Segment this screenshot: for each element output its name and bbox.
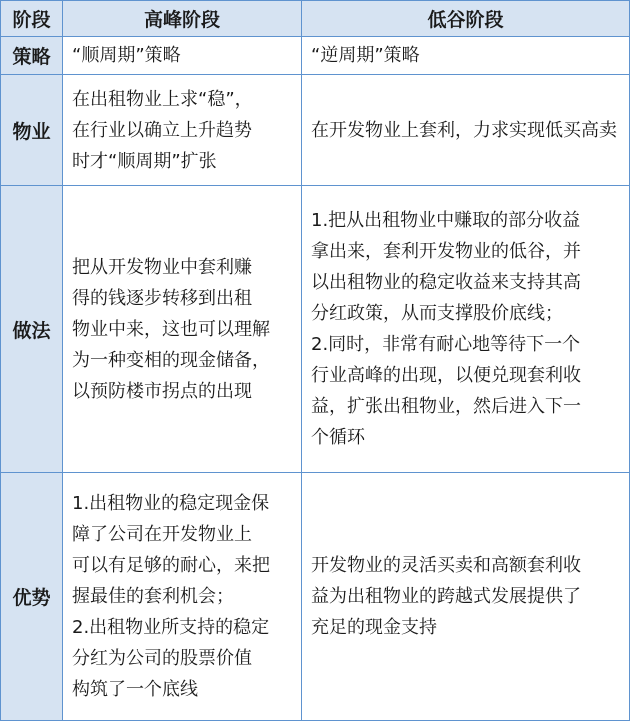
cell-property-trough: 在开发物业上套利，力求实现低买高卖 bbox=[302, 75, 630, 186]
row-label-property: 物业 bbox=[1, 75, 63, 186]
row-strategy bbox=[1, 37, 630, 75]
cell-approach-trough: 1.把从出租物业中赚取的部分收益 拿出来，套利开发物业的低谷，并 以出租物业的稳定收益来支持其高 分红政策，从而支撑股价底线； 2.同时，非常有耐心地等待下一个 行业高峰的出现，以便兑现套利收 益，扩张出租物业，然后进入下一 个循环 bbox=[302, 186, 630, 473]
row-label-strategy: 策略 bbox=[1, 37, 63, 75]
row-property bbox=[1, 75, 630, 186]
header-peak-stage: 高峰阶段 bbox=[63, 1, 302, 37]
row-label-advantage: 优势 bbox=[1, 473, 63, 721]
row-advantage bbox=[1, 473, 630, 721]
cell-property-peak: 在出租物业上求“稳”， 在行业以确立上升趋势 时才“顺周期”扩张 bbox=[63, 75, 302, 186]
row-label-approach: 做法 bbox=[1, 186, 63, 473]
cell-strategy-trough: “逆周期”策略 bbox=[302, 37, 630, 75]
cell-approach-peak: 把从开发物业中套利赚 得的钱逐步转移到出租 物业中来，这也可以理解 为一种变相的现金储备， 以预防楼市拐点的出现 bbox=[63, 186, 302, 473]
cell-advantage-peak: 1.出租物业的稳定现金保 障了公司在开发物业上 可以有足够的耐心，来把 握最佳的套利机会； 2.出租物业所支持的稳定 分红为公司的股票价值 构筑了一个底线 bbox=[63, 473, 302, 721]
cell-strategy-peak: “顺周期”策略 bbox=[63, 37, 302, 75]
header-trough-stage: 低谷阶段 bbox=[302, 1, 630, 37]
header-row bbox=[1, 1, 630, 37]
row-approach bbox=[1, 186, 630, 473]
header-stage: 阶段 bbox=[1, 1, 63, 37]
cell-advantage-trough: 开发物业的灵活买卖和高额套利收 益为出租物业的跨越式发展提供了 充足的现金支持 bbox=[302, 473, 630, 721]
